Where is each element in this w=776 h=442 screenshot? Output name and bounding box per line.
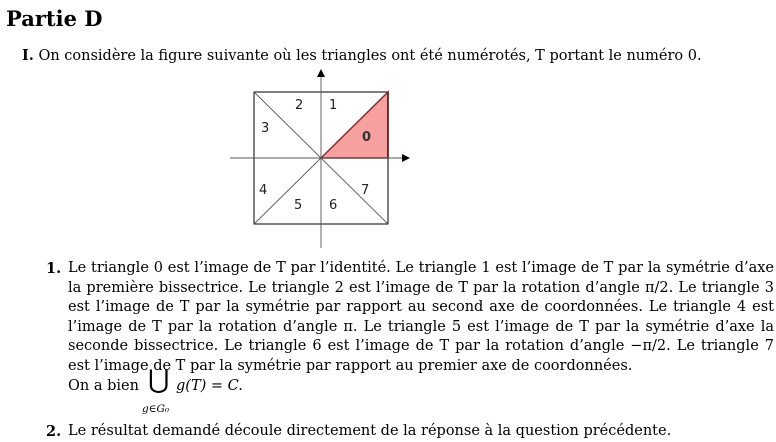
list-item bbox=[46, 259, 774, 419]
figure-svg bbox=[228, 68, 414, 250]
section-heading: Partie D bbox=[6, 6, 103, 31]
label-6: 6 bbox=[329, 198, 338, 213]
label-4: 4 bbox=[259, 183, 268, 198]
item-text: Le résultat demandé découle directement de la réponse à la question précédente. bbox=[68, 423, 672, 439]
label-1: 1 bbox=[329, 98, 338, 113]
union-subscript: g∈G₀ bbox=[142, 403, 170, 415]
label-5: 5 bbox=[294, 198, 303, 213]
label-2: 2 bbox=[295, 98, 304, 113]
answer-list bbox=[46, 259, 774, 442]
triangle-figure bbox=[228, 68, 414, 254]
item-number: 2. bbox=[46, 423, 62, 440]
item-number: 1. bbox=[46, 260, 62, 277]
union-symbol: ⋃ bbox=[148, 365, 170, 395]
part-one-intro bbox=[22, 47, 702, 64]
union-conclusion bbox=[68, 365, 774, 419]
conclusion-prefix: On a bien bbox=[68, 378, 139, 394]
label-0: 0 bbox=[362, 130, 372, 145]
union-formula: g(T) = C. bbox=[176, 378, 243, 394]
label-7: 7 bbox=[361, 183, 370, 198]
part-one-text: On considère la figure suivante où les triangles ont été numérotés, T portant le numéro 0. bbox=[38, 48, 702, 64]
label-3: 3 bbox=[261, 121, 270, 136]
item-text: Le triangle 0 est l’image de T par l’identité. Le triangle 1 est l’image de T par la symétrie d’axe la première bissectrice. Le triangle 2 est l’image de T par la rotation d’angle π/2. Le triangle 3 est l’image de T par la symétrie par rapport au second axe de coordonnées. Le triangle 4 est l’image de T par la rotation d’angle π. Le triangle 5 est l’image de T par la symétrie d’axe la seconde bissectrice. Le triangle 6 est l’image de T par la rotation d’angle −π/2. Le triangle 7 est l’image de T par la symétrie par rapport au premier axe de coordonnées. bbox=[68, 260, 774, 374]
part-number: I. bbox=[22, 47, 34, 64]
